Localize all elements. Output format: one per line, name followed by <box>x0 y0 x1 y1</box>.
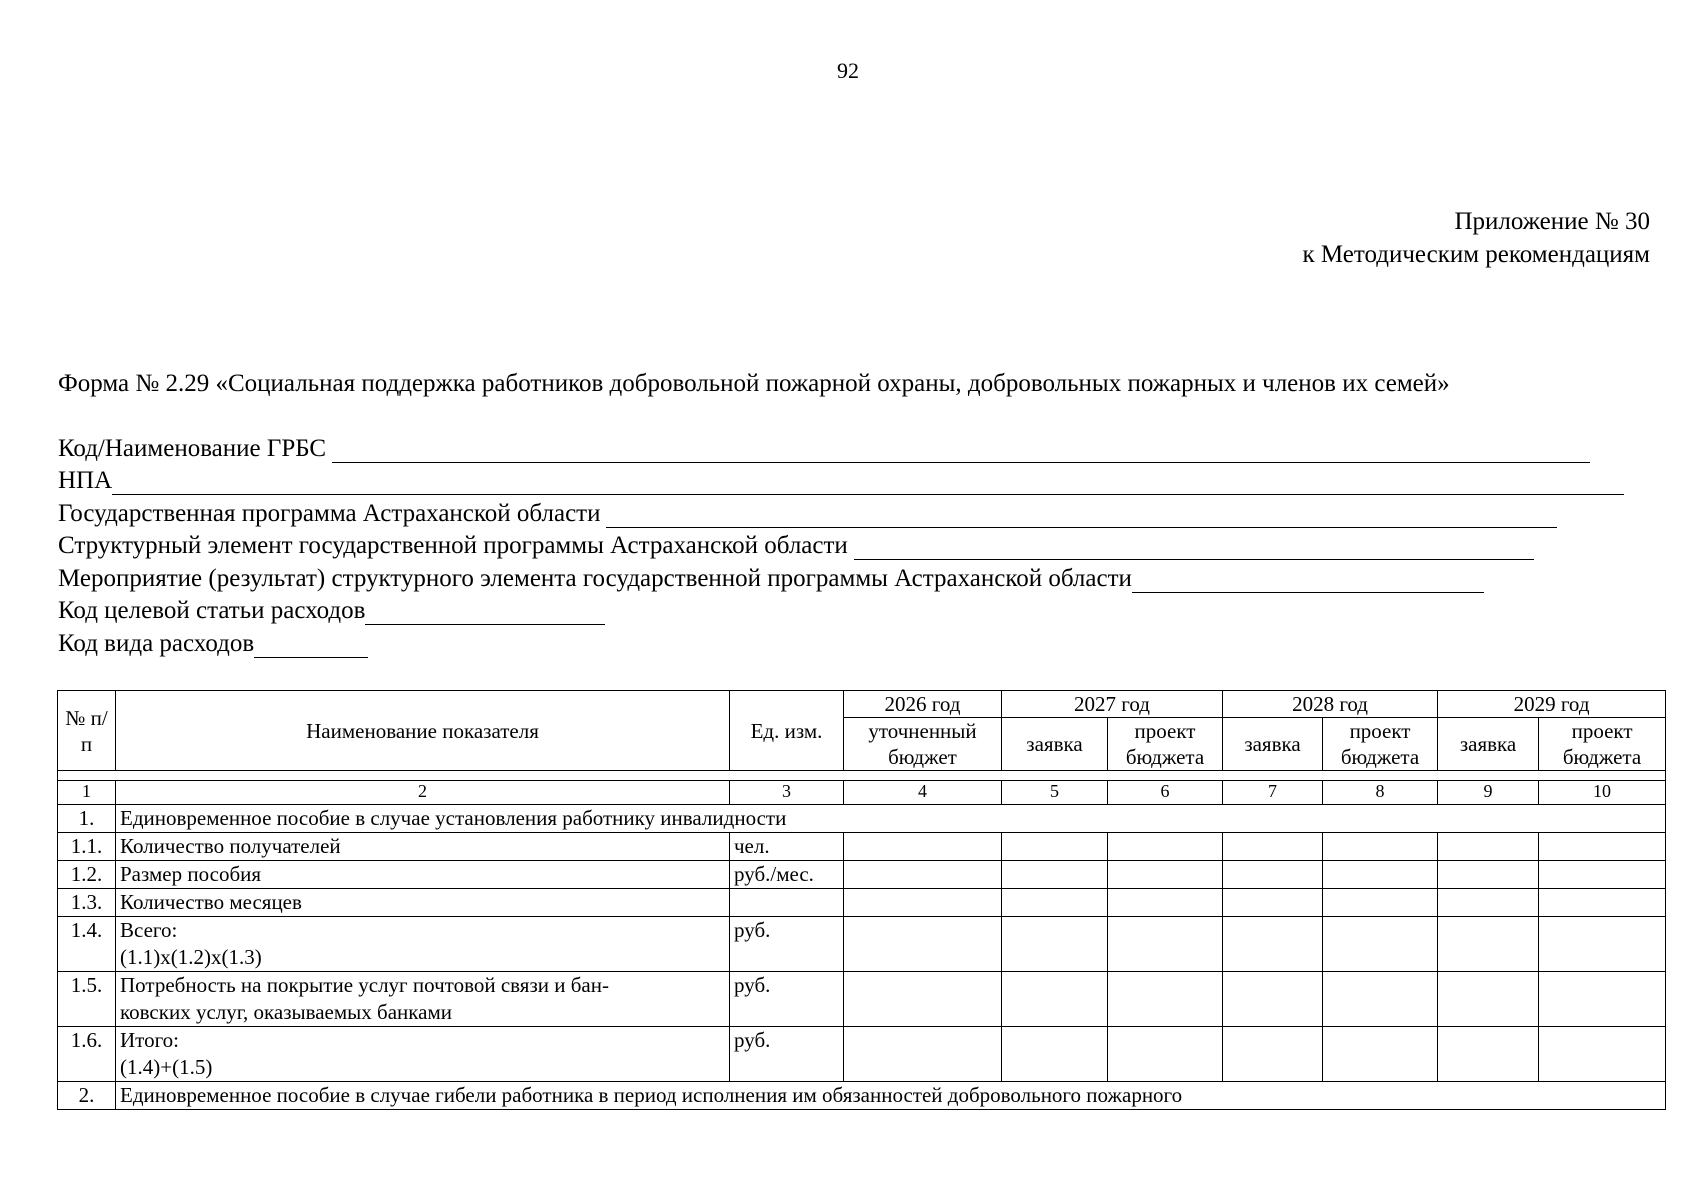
value-cell[interactable] <box>1002 833 1108 861</box>
value-cell[interactable] <box>1223 972 1323 1027</box>
value-cell[interactable] <box>1323 861 1438 889</box>
value-cell[interactable] <box>1438 861 1539 889</box>
row-number: 1.6. <box>58 1027 116 1082</box>
field-grbs <box>58 430 1624 463</box>
row-name-line: Потребность на покрытие услуг почтовой связи и бан- <box>120 973 609 997</box>
header-2028: 2028 год <box>1223 691 1438 718</box>
column-number: 9 <box>1438 781 1539 805</box>
fill-line[interactable] <box>365 600 605 625</box>
value-cell[interactable] <box>1539 861 1666 889</box>
value-cell[interactable] <box>1223 833 1323 861</box>
row-number: 1.5. <box>58 972 116 1027</box>
value-cell[interactable] <box>1539 833 1666 861</box>
row-number: 1. <box>58 805 116 833</box>
value-cell[interactable] <box>1323 833 1438 861</box>
value-cell[interactable] <box>1223 861 1323 889</box>
field-expense-type-code <box>58 625 1624 658</box>
value-cell[interactable] <box>1108 833 1223 861</box>
value-cell[interactable] <box>1108 861 1223 889</box>
column-number: 4 <box>844 781 1002 805</box>
row-name: Количество месяцев <box>116 889 730 917</box>
column-number: 10 <box>1539 781 1666 805</box>
value-cell[interactable] <box>1539 917 1666 972</box>
fill-line[interactable] <box>254 633 368 658</box>
value-cell[interactable] <box>1323 889 1438 917</box>
header-2028-draft: проект бюджета <box>1323 718 1438 771</box>
column-number: 8 <box>1323 781 1438 805</box>
fill-line[interactable] <box>332 438 1590 463</box>
value-cell[interactable] <box>1323 972 1438 1027</box>
row-unit: чел. <box>730 833 844 861</box>
header-name: Наименование показателя <box>116 691 730 771</box>
appendix-note <box>1302 205 1650 271</box>
value-cell[interactable] <box>1002 917 1108 972</box>
row-number: 1.3. <box>58 889 116 917</box>
value-cell[interactable] <box>1438 833 1539 861</box>
value-cell[interactable] <box>1108 917 1223 972</box>
row-name-line: ковских услуг, оказываемых банками <box>120 1000 453 1024</box>
field-activity <box>58 560 1624 593</box>
field-npa <box>58 463 1624 496</box>
value-cell[interactable] <box>1323 917 1438 972</box>
field-state-program <box>58 495 1624 528</box>
header-2029-request: заявка <box>1438 718 1539 771</box>
field-label: НПА <box>58 467 113 494</box>
value-cell[interactable] <box>1108 889 1223 917</box>
row-formula: (1.4)+(1.5) <box>120 1055 213 1079</box>
column-numbers-row <box>58 781 1666 805</box>
value-cell[interactable] <box>1108 1027 1223 1082</box>
table-row <box>58 833 1666 861</box>
value-cell[interactable] <box>1002 1027 1108 1082</box>
header-2029-draft: проект бюджета <box>1539 718 1666 771</box>
row-unit: руб. <box>730 1027 844 1082</box>
row-name <box>116 917 730 972</box>
row-name <box>116 972 730 1027</box>
value-cell[interactable] <box>1108 972 1223 1027</box>
header-unit: Ед. изм. <box>730 691 844 771</box>
value-cell[interactable] <box>1539 1027 1666 1082</box>
row-number: 1.1. <box>58 833 116 861</box>
value-cell[interactable] <box>1002 889 1108 917</box>
field-target-item-code <box>58 593 1624 626</box>
value-cell[interactable] <box>1323 1027 1438 1082</box>
table-row <box>58 861 1666 889</box>
table-row <box>58 889 1666 917</box>
form-fields <box>58 430 1624 658</box>
column-number: 3 <box>730 781 844 805</box>
value-cell[interactable] <box>1002 972 1108 1027</box>
value-cell[interactable] <box>1438 917 1539 972</box>
field-label: Код/Наименование ГРБС <box>58 434 327 462</box>
section-row <box>58 805 1666 833</box>
row-unit <box>730 889 844 917</box>
header-2026: 2026 год <box>844 691 1002 718</box>
appendix-line-1: Приложение № 30 <box>1454 208 1650 235</box>
form-title: Форма № 2.29 «Социальная поддержка работников добровольной пожарной охраны, добровольных пожарных и членов их семей» <box>58 370 1450 397</box>
column-number: 6 <box>1108 781 1223 805</box>
value-cell[interactable] <box>1438 889 1539 917</box>
value-cell[interactable] <box>1223 1027 1323 1082</box>
value-cell[interactable] <box>844 889 1002 917</box>
indicators-table <box>57 690 1666 1110</box>
row-unit: руб. <box>730 972 844 1027</box>
field-structural-element <box>58 528 1624 561</box>
section-row <box>58 1082 1666 1110</box>
fill-line[interactable] <box>1132 568 1484 593</box>
value-cell[interactable] <box>1223 917 1323 972</box>
section-title: Единовременное пособие в случае установления работнику инвалидности <box>116 805 1666 833</box>
value-cell[interactable] <box>1438 1027 1539 1082</box>
header-gap <box>58 771 1666 781</box>
header-2029: 2029 год <box>1438 691 1666 718</box>
row-name-line: Итого: <box>120 1028 179 1052</box>
table-row <box>58 917 1666 972</box>
header-2026-budget: уточненный бюджет <box>844 718 1002 771</box>
field-label: Код целевой статьи расходов <box>58 597 366 624</box>
fill-line[interactable] <box>112 470 1624 495</box>
column-number: 1 <box>58 781 116 805</box>
field-label: Государственная программа Астраханской области <box>58 499 601 527</box>
header-2027-request: заявка <box>1002 718 1108 771</box>
appendix-line-2: к Методическим рекомендациям <box>1302 241 1650 268</box>
value-cell[interactable] <box>844 917 1002 972</box>
row-number: 2. <box>58 1082 116 1110</box>
row-name-line: Всего: <box>120 918 178 942</box>
value-cell[interactable] <box>1539 889 1666 917</box>
field-label: Код вида расходов <box>58 629 255 657</box>
column-number: 7 <box>1223 781 1323 805</box>
value-cell[interactable] <box>1539 972 1666 1027</box>
value-cell[interactable] <box>1002 861 1108 889</box>
field-label: Структурный элемент государственной программы Астраханской области <box>58 532 848 559</box>
fill-line[interactable] <box>606 503 1557 528</box>
value-cell[interactable] <box>844 833 1002 861</box>
value-cell[interactable] <box>1438 972 1539 1027</box>
field-label: Мероприятие (результат) структурного элемента государственной программы Астраханской области <box>58 564 1132 592</box>
row-name: Размер пособия <box>116 861 730 889</box>
row-number: 1.2. <box>58 861 116 889</box>
table-row <box>58 972 1666 1027</box>
section-title: Единовременное пособие в случае гибели работника в период исполнения им обязанностей добровольного пожарного <box>116 1082 1666 1110</box>
header-2028-request: заявка <box>1223 718 1323 771</box>
header-num: № п/п <box>58 691 116 771</box>
header-2027-draft: проект бюджета <box>1108 718 1223 771</box>
column-number: 5 <box>1002 781 1108 805</box>
value-cell[interactable] <box>844 1027 1002 1082</box>
row-number: 1.4. <box>58 917 116 972</box>
value-cell[interactable] <box>1223 889 1323 917</box>
page-number: 92 <box>837 58 859 83</box>
table-row <box>58 1027 1666 1082</box>
row-unit: руб./мес. <box>730 861 844 889</box>
value-cell[interactable] <box>844 861 1002 889</box>
row-formula: (1.1)x(1.2)x(1.3) <box>120 945 262 969</box>
value-cell[interactable] <box>844 972 1002 1027</box>
fill-line[interactable] <box>854 535 1534 560</box>
row-unit: руб. <box>730 917 844 972</box>
row-name <box>116 1027 730 1082</box>
column-number: 2 <box>116 781 730 805</box>
header-2027: 2027 год <box>1002 691 1223 718</box>
row-name: Количество получателей <box>116 833 730 861</box>
